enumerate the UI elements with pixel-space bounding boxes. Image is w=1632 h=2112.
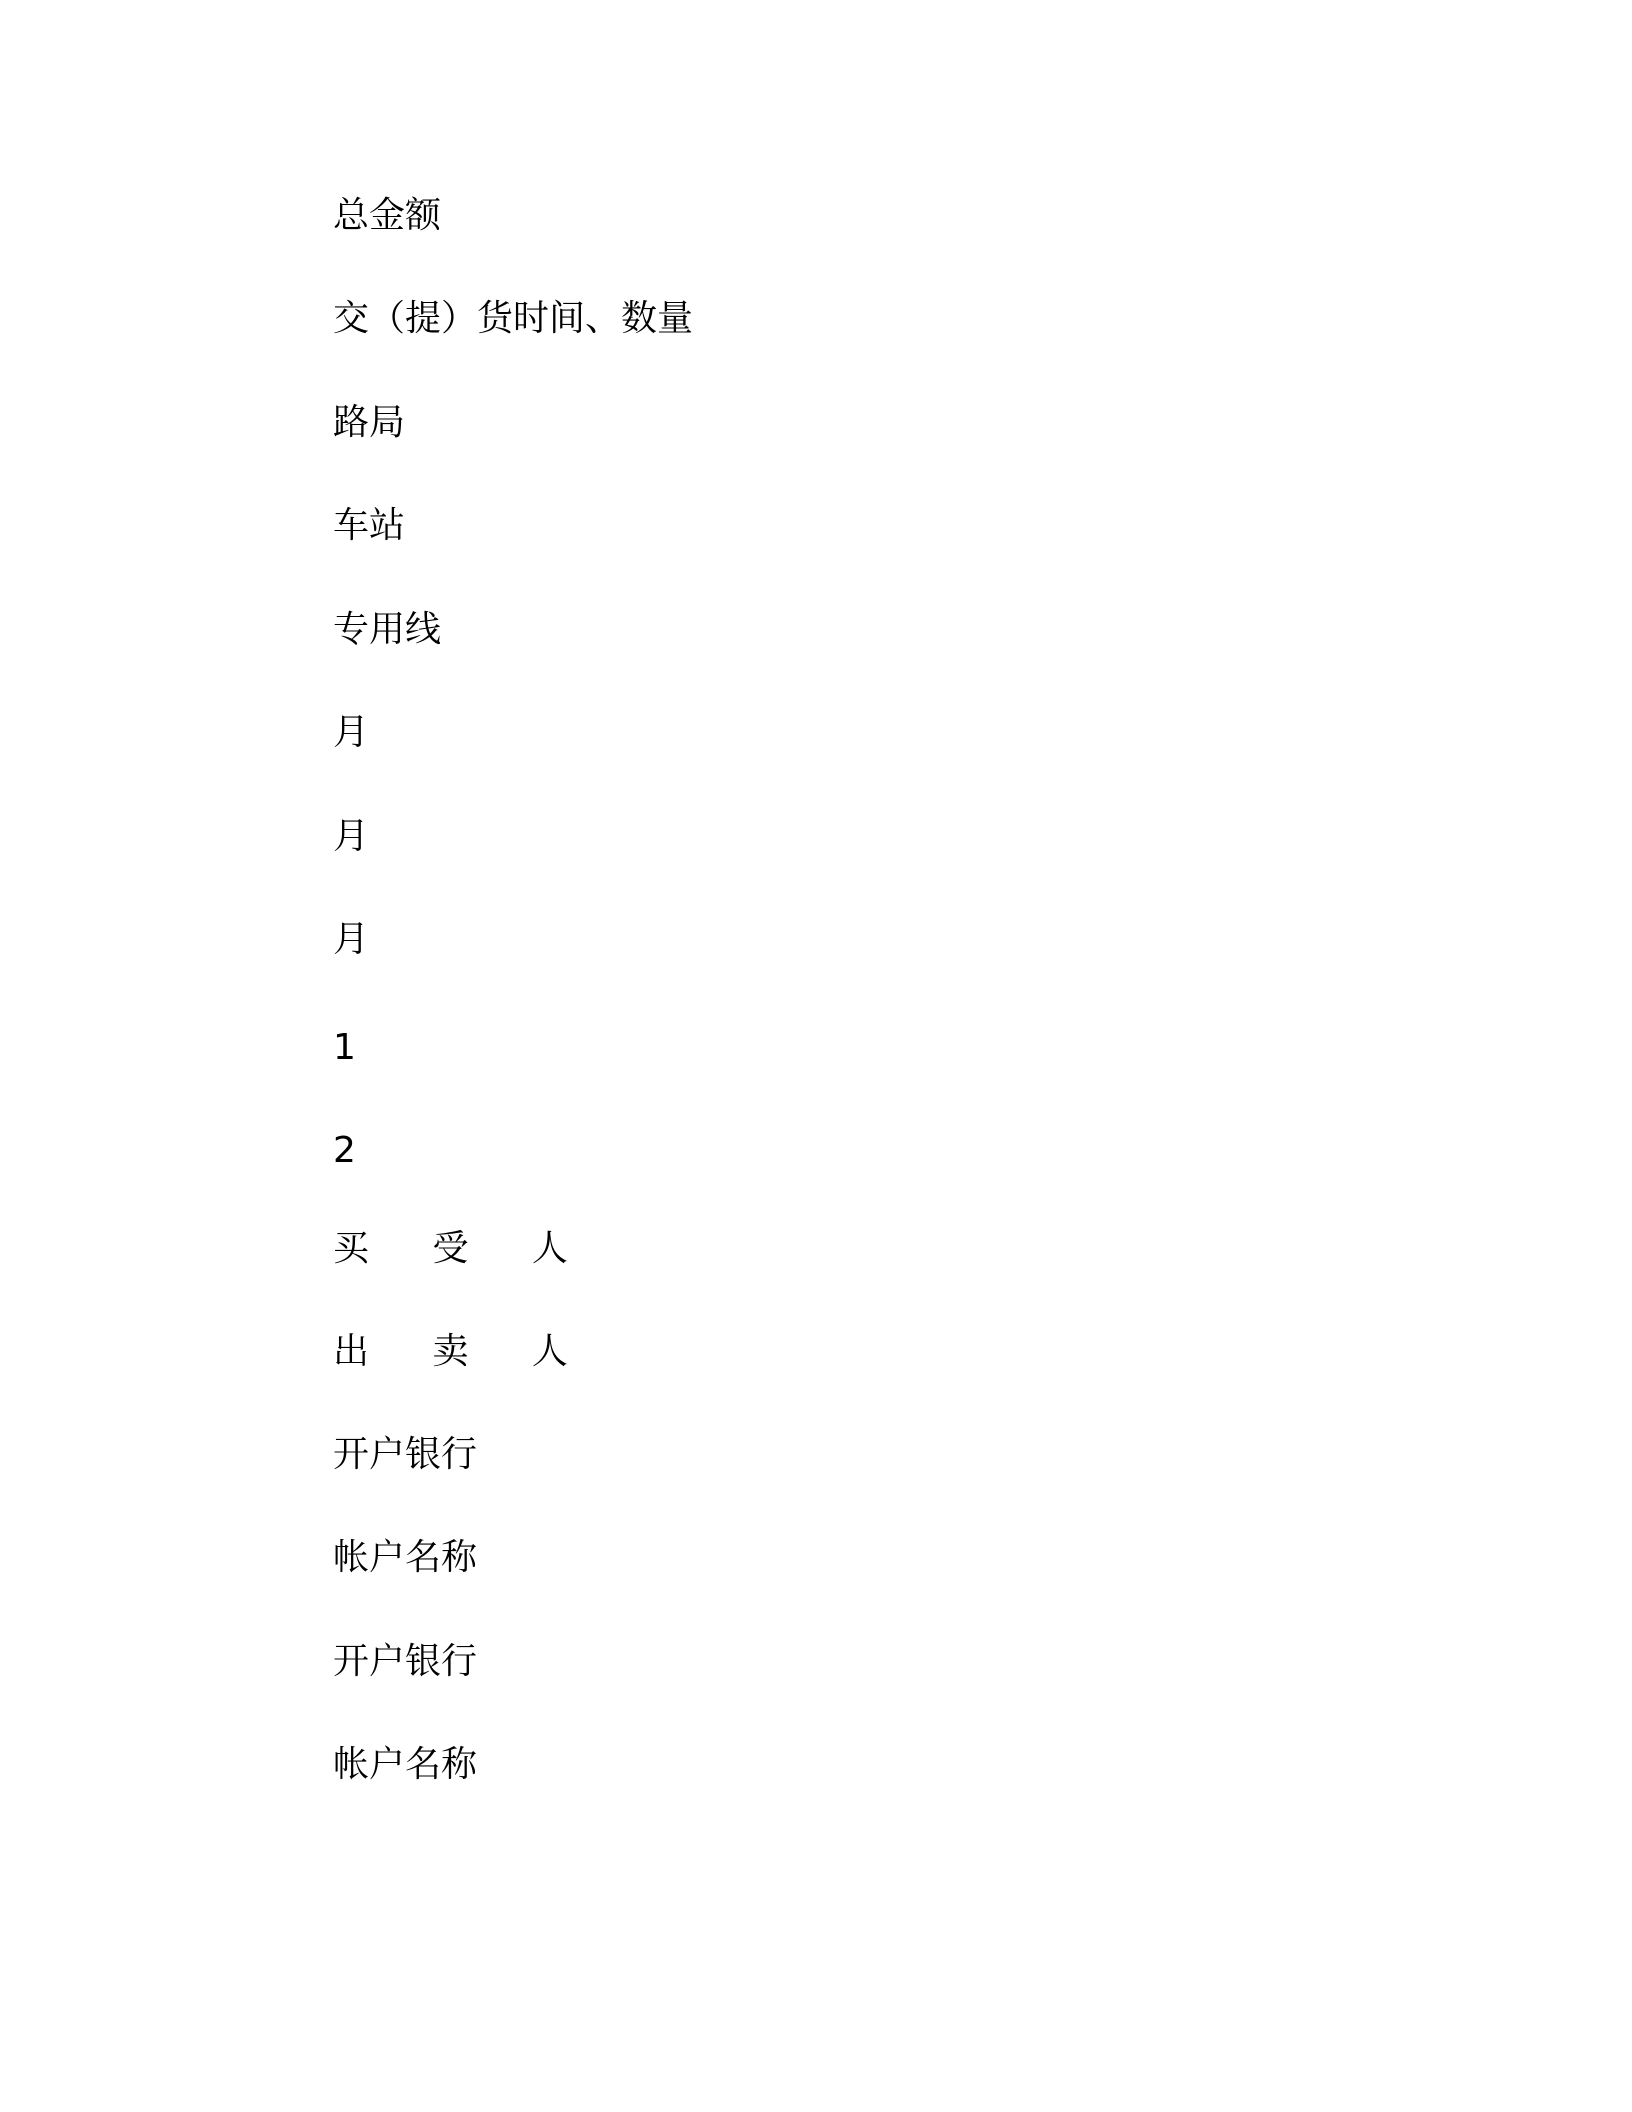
- label-account-name-2: 帐户名称: [333, 1744, 478, 1785]
- label-number-1: 1: [333, 1027, 356, 1068]
- label-month-3: 月: [333, 919, 370, 960]
- label-account-name-1: 帐户名称: [333, 1537, 478, 1578]
- label-bank-2: 开户银行: [333, 1641, 478, 1682]
- label-seller: 出 卖 人: [333, 1331, 594, 1372]
- label-bank-1: 开户银行: [333, 1434, 478, 1475]
- label-month-2: 月: [333, 816, 370, 857]
- label-delivery-time-quantity: 交（提）货时间、数量: [333, 298, 694, 339]
- label-dedicated-line: 专用线: [333, 609, 442, 650]
- label-total-amount: 总金额: [333, 195, 442, 236]
- label-station: 车站: [333, 505, 406, 546]
- label-railway-bureau: 路局: [333, 402, 406, 443]
- label-buyer: 买 受 人: [333, 1228, 594, 1269]
- label-number-2: 2: [333, 1130, 356, 1171]
- label-month-1: 月: [333, 712, 370, 753]
